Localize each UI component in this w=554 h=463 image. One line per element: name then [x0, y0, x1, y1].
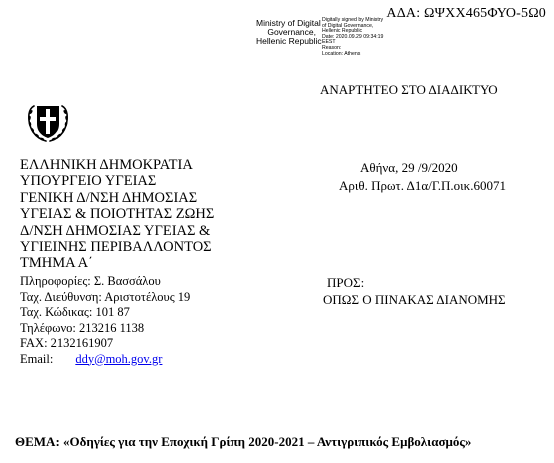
protocol-number: Αριθ. Πρωτ. Δ1α/Γ.Π.οικ.60071: [339, 178, 506, 193]
organization-line: ΓΕΝΙΚΗ Δ/ΝΣΗ ΔΗΜΟΣΙΑΣ: [20, 189, 198, 206]
greek-coat-of-arms-icon: [24, 98, 72, 146]
post-online-notice: ΑΝΑΡΤΗΤΕΟ ΣΤΟ ΔΙΑΔΙΚΤΥΟ: [320, 82, 498, 97]
document-subject: ΘΕΜΑ: «Οδηγίες για την Εποχική Γρίπη 2020-2021 – Αντιγριπικός Εμβολιασμός»: [15, 434, 472, 449]
contact-postcode: Ταχ. Κώδικας: 101 87: [20, 305, 130, 319]
organization-line: ΕΛΛΗΝΙΚΗ ΔΗΜΟΚΡΑΤΙΑ: [20, 157, 193, 173]
signature-detail-line: Date: 2020.09.29 09:34:19: [322, 33, 384, 40]
signature-detail-line: Hellenic Republic: [322, 28, 363, 35]
organization-line: Δ/ΝΣΗ ΔΗΜΟΣΙΑΣ ΥΓΕΙΑΣ &: [20, 222, 211, 239]
contact-phone: Τηλέφωνο: 213216 1138: [20, 320, 145, 335]
signature-detail-line: Location: Athens: [322, 50, 361, 57]
contact-block: [20, 274, 190, 367]
signature-name-line: Governance,: [267, 27, 316, 37]
digital-signature-name: [256, 18, 322, 46]
contact-info: Πληροφορίες: Σ. Βασσάλου: [20, 274, 161, 288]
contact-email-row: [20, 352, 190, 368]
signature-name-line: Ministry of Digital: [256, 18, 321, 28]
signature-detail-line: Digitally signed by Ministry: [322, 17, 384, 23]
organization-line: ΤΜΗΜΑ Α΄: [20, 255, 93, 272]
contact-fax: FAX: 2132161907: [20, 336, 114, 350]
digital-signature-details: [322, 18, 383, 57]
sender-organization: [20, 157, 214, 272]
organization-line: ΥΠΟΥΡΓΕΙΟ ΥΓΕΙΑΣ: [20, 173, 157, 190]
organization-line: ΥΓΕΙΑΣ & ΠΟΙΟΤΗΤΑΣ ΖΩΗΣ: [20, 206, 215, 223]
document-date: Αθήνα, 29 /9/2020: [360, 160, 458, 175]
ada-code: ΑΔΑ: ΩΨΧΧ465ΦΥΟ-5Ω0: [386, 6, 546, 21]
email-label: Email:: [20, 351, 54, 366]
contact-address: Ταχ. Διεύθυνση: Αριστοτέλους 19: [20, 289, 191, 304]
signature-detail-line: EEST: [322, 39, 336, 46]
recipient-label: ΠΡΟΣ:: [327, 275, 365, 290]
email-link[interactable]: ddy@moh.gov.gr: [75, 351, 163, 366]
signature-detail-line: of Digital Governance,: [322, 22, 374, 29]
signature-detail-line: Reason:: [322, 44, 342, 51]
recipient-value: ΟΠΩΣ Ο ΠΙΝΑΚΑΣ ΔΙΑΝΟΜΗΣ: [323, 292, 506, 307]
organization-line: ΥΓΙΕΙΝΗΣ ΠΕΡΙΒΑΛΛΟΝΤΟΣ: [20, 239, 212, 256]
signature-name-line: Hellenic Republic: [256, 36, 322, 46]
